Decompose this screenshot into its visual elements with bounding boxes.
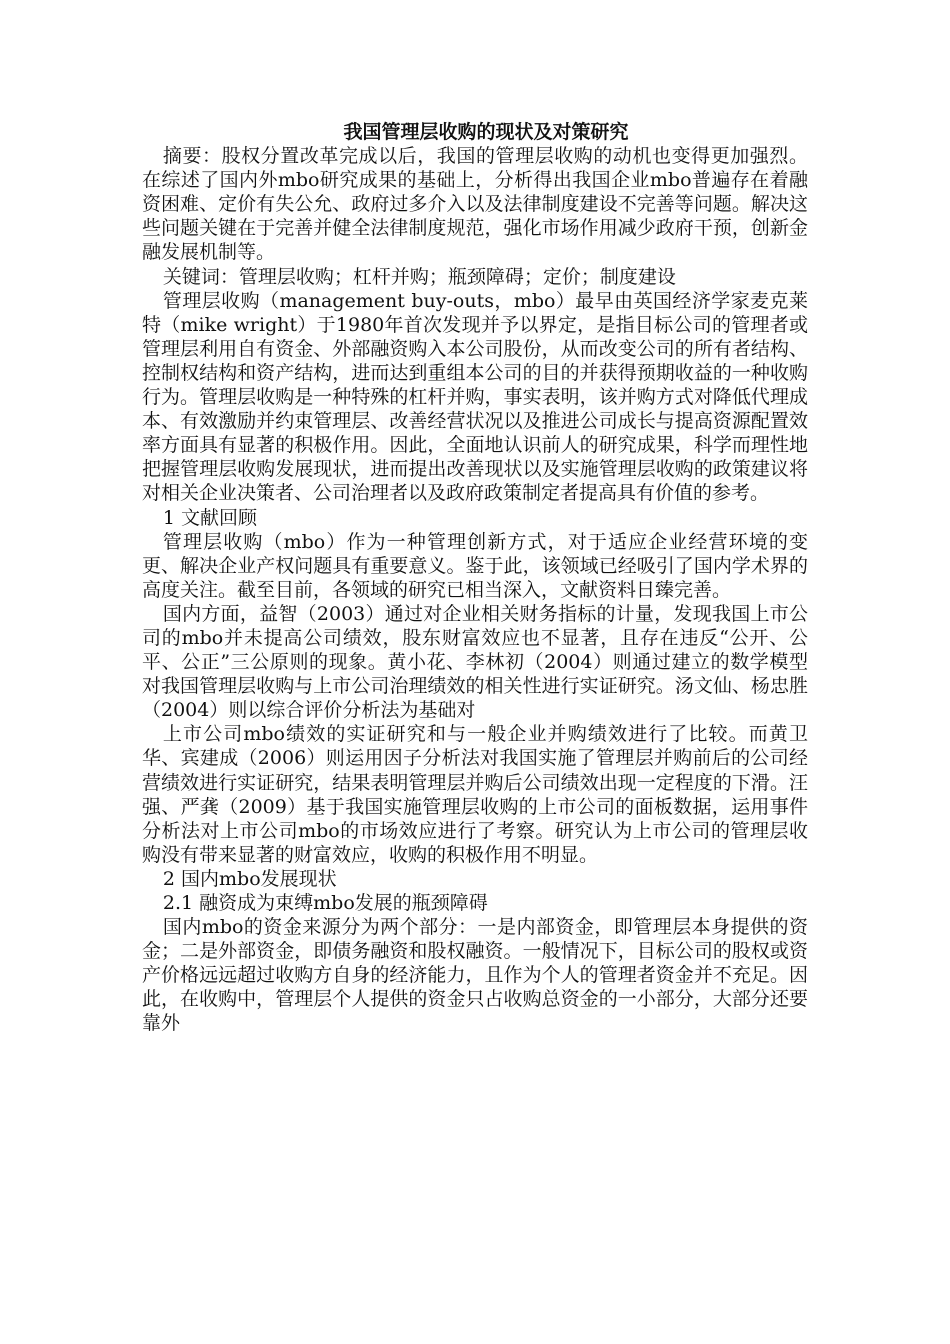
subsection-heading-2-1: 2.1 融资成为束缚mbo发展的瓶颈障碍 — [162, 892, 488, 914]
review-paragraph-3: 上市公司mbo绩效的实证研究和与一般企业并购绩效进行了比较。而黄卫华、宾建成（2006）则运用因子分析法对我国实施了管理层并购前后的公司经营绩效进行实证研究，结果表明管理层并购后公司绩效出现一定程度的下滑。汪强、严龚（2009）基于我国实施管理层收购的上市公司的面板数据，运用事件分析法对上市公司mbo的市场效应进行了考察。研究认为上市公司的管理层收购没有带来显著的财富效应，收购的积极作用不明显。 — [142, 723, 808, 866]
abstract-paragraph: 摘要：股权分置改革完成以后，我国的管理层收购的动机也变得更加强烈。在综述了国内外mbo研究成果的基础上，分析得出我国企业mbo普遍存在着融资困难、定价有失公允、政府过多介入以及法律制度建设不完善等问题。解决这些问题关键在于完善并健全法律制度规范，强化市场作用减少政府干预，创新金融发展机制等。 — [142, 145, 808, 264]
financing-paragraph: 国内mbo的资金来源分为两个部分：一是内部资金，即管理层本身提供的资金；二是外部资金，即债务融资和股权融资。一般情况下，目标公司的股权或资产价格远远超过收购方自身的经济能力，且作为个人的管理者资金并不充足。因此，在收购中，管理层个人提供的资金只占收购总资金的一小部分，大部分还要靠外 — [142, 916, 808, 1035]
keywords-paragraph: 关键词：管理层收购；杠杆并购；瓶颈障碍；定价；制度建设 — [162, 265, 676, 288]
document-title: 我国管理层收购的现状及对策研究 — [343, 121, 629, 143]
section-heading-1: 1 文献回顾 — [162, 506, 258, 529]
document-page — [142, 120, 808, 1036]
review-paragraph-1: 管理层收购（mbo）作为一种管理创新方式，对于适应企业经营环境的变更、解决企业产权问题具有重要意义。鉴于此，该领域已经吸引了国内学术界的高度关注。截至目前，各领域的研究已相当深入，文献资料日臻完善。 — [142, 530, 808, 601]
section-heading-2: 2 国内mbo发展现状 — [162, 867, 337, 890]
review-paragraph-2: 国内方面，益智（2003）通过对企业相关财务指标的计量，发现我国上市公司的mbo并未提高公司绩效，股东财富效应也不显著，且存在违反“公开、公平、公正”三公原则的现象。黄小花、李林初（2004）则通过建立的数学模型对我国管理层收购与上市公司治理绩效的相关性进行实证研究。汤文仙、杨忠胜（2004）则以综合评价分析法为基础对 — [142, 602, 808, 722]
intro-paragraph: 管理层收购（management buy-outs，mbo）最早由英国经济学家麦克莱特（mike wright）于1980年首次发现并予以界定，是指目标公司的管理者或管理层利用自有资金、外部融资购入本公司股份，从而改变公司的所有者结构、控制权结构和资产结构，进而达到重组本公司的目的并获得预期收益的一种收购行为。管理层收购是一种特殊的杠杆并购，事实表明，该并购方式对降低代理成本、有效激励并约束管理层、改善经营状况以及推进公司成长与提高资源配置效率方面具有显著的积极作用。因此，全面地认识前人的研究成果，科学而理性地把握管理层收购发展现状，进而提出改善现状以及实施管理层收购的政策建议将对相关企业决策者、公司治理者以及政府政策制定者提高具有价值的参考。 — [142, 289, 808, 505]
